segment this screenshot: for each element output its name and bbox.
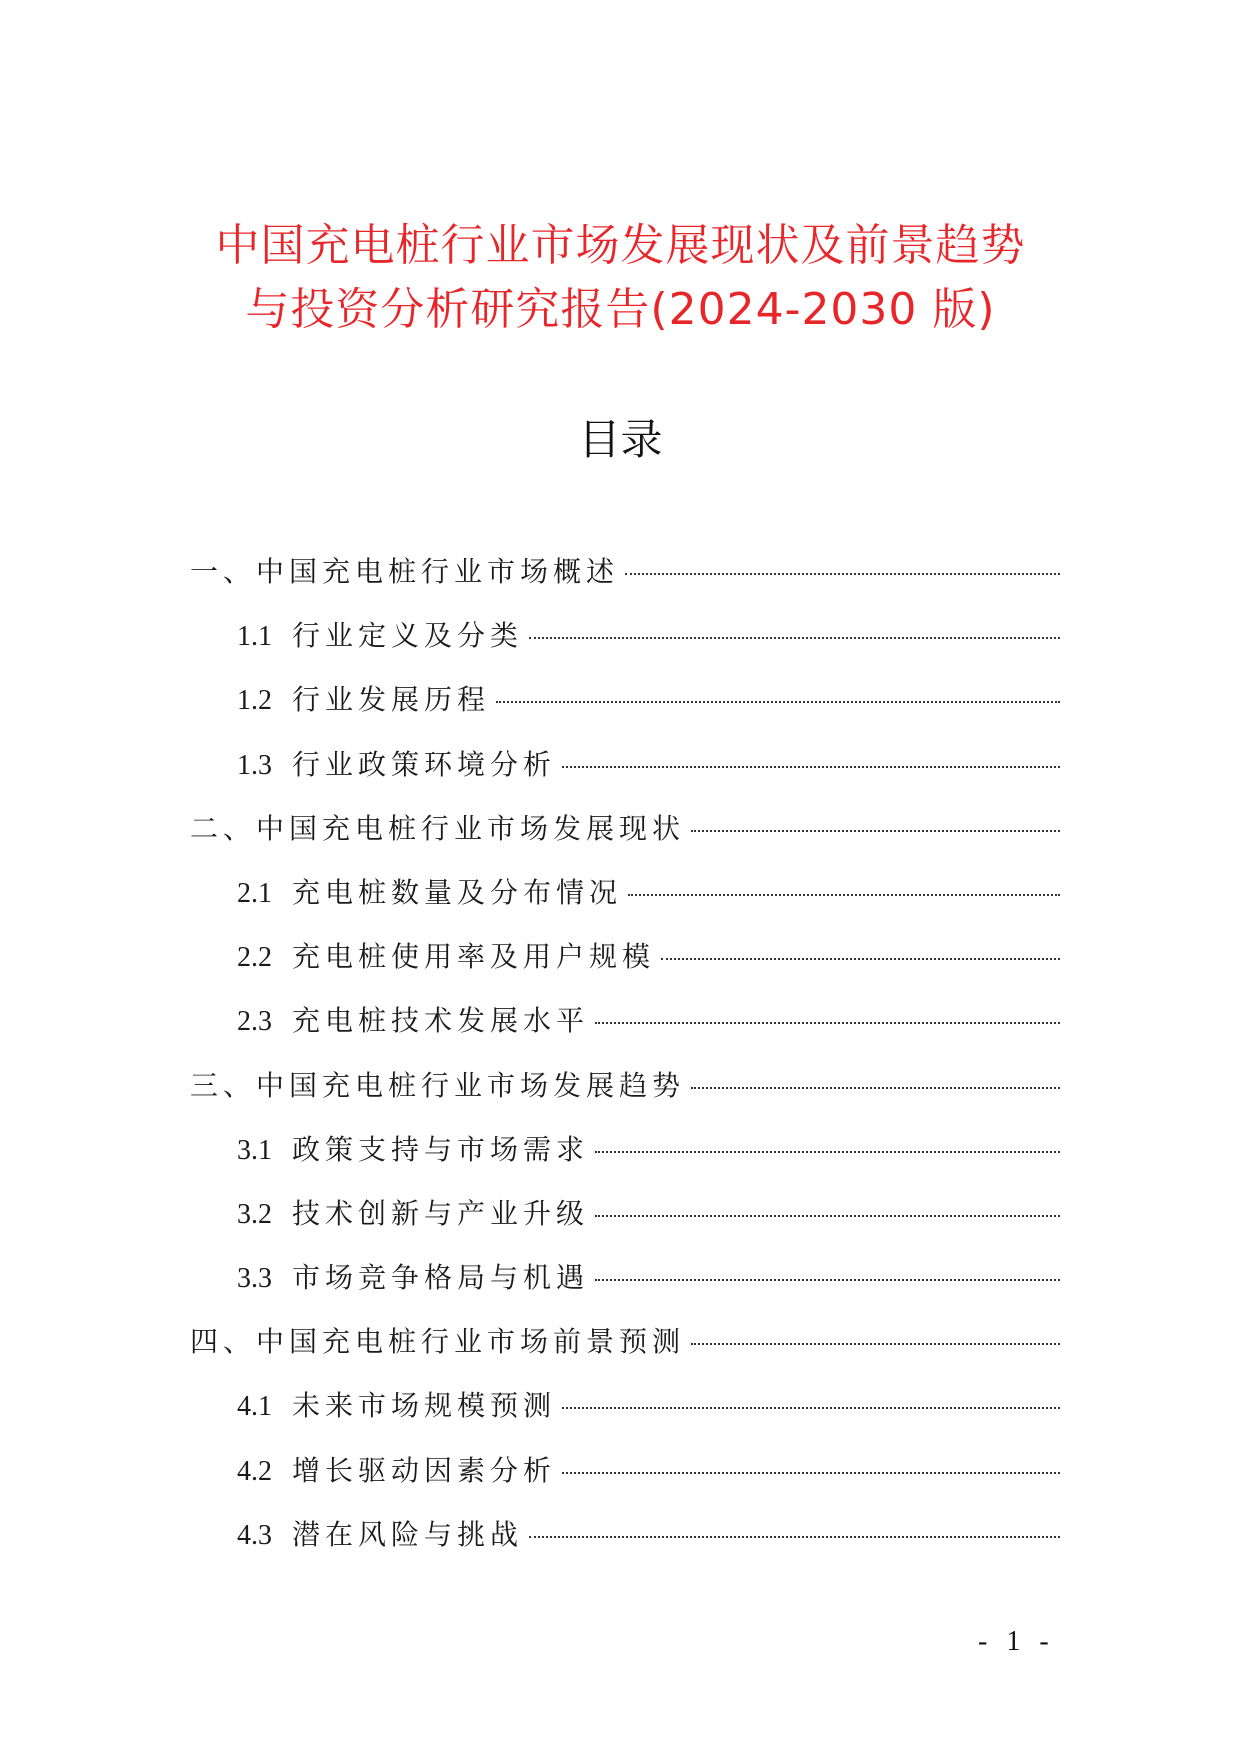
toc-entry-number: 4.2 [237, 1455, 272, 1487]
document-title-line-1: 中国充电桩行业市场发展现状及前景趋势 [215, 220, 1026, 271]
toc-entry-label: 充电桩技术发展水平 [292, 1004, 590, 1038]
toc-dot-leader [661, 958, 1060, 960]
toc-heading: 目录 [578, 415, 663, 464]
toc-chapter-entry[interactable] [190, 797, 1060, 861]
toc-entry-number: 1.1 [237, 621, 272, 653]
toc-section-entry[interactable] [190, 1246, 1060, 1310]
toc-entry-number: 2.3 [237, 1006, 272, 1038]
toc-chapter-entry[interactable] [190, 1310, 1060, 1374]
toc-entry-label: 一、中国充电桩行业市场概述 [190, 555, 620, 588]
toc-entry-label: 技术创新与产业升级 [292, 1196, 590, 1230]
toc-dot-leader [691, 830, 1060, 832]
toc-entry-label: 未来市场规模预测 [292, 1389, 557, 1423]
toc-entry-label: 潜在风险与挑战 [292, 1517, 524, 1551]
toc-dot-leader [529, 1536, 1060, 1538]
toc-entry-label: 行业发展历程 [292, 683, 491, 717]
toc-section-entry[interactable] [190, 668, 1060, 732]
toc-entry-number: 1.2 [237, 685, 272, 717]
toc-section-entry[interactable] [190, 925, 1060, 989]
toc-dot-leader [691, 1087, 1060, 1089]
toc-section-entry[interactable] [190, 1503, 1060, 1567]
toc-dot-leader [496, 701, 1060, 703]
toc-entry-label: 市场竞争格局与机遇 [292, 1261, 590, 1295]
toc-section-entry[interactable] [190, 604, 1060, 668]
toc-entry-number: 2.1 [237, 877, 272, 909]
toc-dot-leader [595, 1279, 1060, 1281]
toc-section-entry[interactable] [190, 1374, 1060, 1438]
toc-entry-number: 3.1 [237, 1134, 272, 1166]
toc-entry-number: 1.3 [237, 749, 272, 781]
toc-dot-leader [625, 573, 1060, 575]
toc-section-entry[interactable] [190, 1439, 1060, 1503]
toc-dot-leader [691, 1343, 1060, 1345]
toc-dot-leader [628, 894, 1060, 896]
toc-dot-leader [529, 637, 1060, 639]
document-title-line-2: 与投资分析研究报告(2024-2030 版) [245, 284, 996, 335]
toc-entry-label: 增长驱动因素分析 [292, 1453, 557, 1487]
toc-entry-number: 4.1 [237, 1391, 272, 1423]
toc-entry-label: 行业政策环境分析 [292, 747, 557, 781]
toc-entry-number: 3.2 [237, 1198, 272, 1230]
toc-entry-number: 4.3 [237, 1519, 272, 1551]
toc-entry-label: 三、中国充电桩行业市场发展趋势 [190, 1068, 686, 1102]
table-of-contents [190, 540, 1060, 1567]
toc-entry-label: 行业定义及分类 [292, 619, 524, 653]
toc-entry-number: 3.3 [237, 1263, 272, 1295]
page-number: - 1 - [978, 1626, 1055, 1657]
toc-dot-leader [595, 1215, 1060, 1217]
toc-dot-leader [562, 1472, 1060, 1474]
toc-chapter-entry[interactable] [190, 1054, 1060, 1118]
toc-entry-label: 充电桩数量及分布情况 [292, 875, 623, 909]
toc-entry-label: 充电桩使用率及用户规模 [292, 940, 656, 974]
toc-section-entry[interactable] [190, 989, 1060, 1053]
toc-section-entry[interactable] [190, 1118, 1060, 1182]
toc-dot-leader [595, 1022, 1060, 1024]
toc-section-entry[interactable] [190, 1182, 1060, 1246]
toc-entry-label: 政策支持与市场需求 [292, 1132, 590, 1166]
toc-section-entry[interactable] [190, 733, 1060, 797]
toc-dot-leader [595, 1151, 1060, 1153]
toc-section-entry[interactable] [190, 861, 1060, 925]
toc-chapter-entry[interactable] [190, 540, 1060, 604]
toc-entry-number: 2.2 [237, 942, 272, 974]
document-title [0, 214, 1241, 342]
toc-dot-leader [562, 1407, 1060, 1409]
toc-entry-label: 二、中国充电桩行业市场发展现状 [190, 811, 686, 845]
toc-entry-label: 四、中国充电桩行业市场前景预测 [190, 1325, 686, 1359]
toc-dot-leader [562, 766, 1060, 768]
